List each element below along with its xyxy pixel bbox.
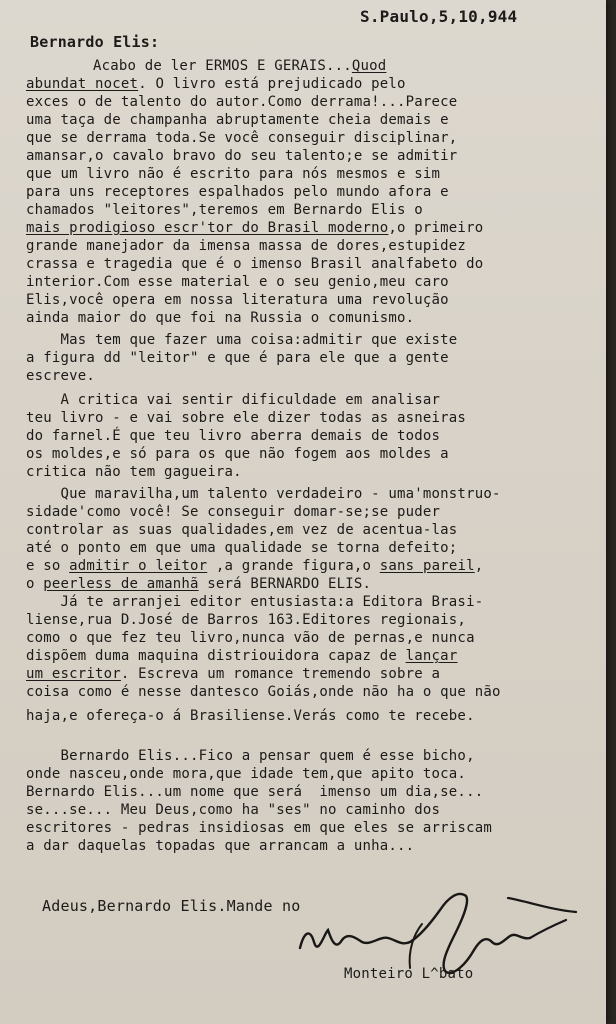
line-text: Que maravilha,um talento verdadeiro - uma'monstruo-	[26, 486, 501, 502]
underlined-text: sans pareil	[379, 558, 475, 574]
letter-line	[26, 166, 440, 183]
line-text: coisa como é nesse dantesco Goiás,onde não ha o que não	[26, 684, 501, 700]
letter-line	[26, 504, 440, 521]
line-text: a figura dd "leitor" e que é para ele que a gente	[26, 350, 449, 366]
underlined-text: um escritor	[26, 666, 121, 682]
line-text: amansar,o cavalo bravo do seu talento;e se admitir	[26, 148, 458, 164]
line-text: A critica vai sentir dificuldade em analisar	[26, 392, 441, 408]
line-text: será BERNARDO ELIS.	[198, 576, 372, 592]
line-text: liense,rua D.José de Barros 163.Editores regionais,	[26, 612, 467, 628]
letter-line	[26, 748, 475, 765]
letter-line	[26, 392, 440, 409]
line-text: haja,e ofereça-o á Brasiliense.Verás como te recebe.	[26, 708, 475, 724]
line-text: Mas tem que fazer uma coisa:admitir que existe	[26, 332, 458, 348]
line-text: ,a grande figura,o	[207, 558, 380, 574]
letter-line	[26, 666, 440, 683]
letter-line	[26, 486, 501, 503]
line-text: Já te arranjei editor entusiasta:a Editora Brasi-	[26, 594, 484, 610]
letter-line	[26, 202, 423, 219]
letter-line	[26, 184, 449, 201]
letter-line	[26, 292, 449, 309]
line-text: grande manejador da imensa massa de dores,estupidez	[26, 238, 467, 254]
underlined-text: Quod	[351, 58, 387, 74]
line-text: crassa e tragedia que é o imenso Brasil analfabeto do	[26, 256, 484, 272]
letter-line	[26, 522, 457, 539]
letter-line	[26, 766, 466, 783]
letter-line	[26, 708, 475, 725]
line-text: interior.Com esse material e o seu genio,meu caro	[26, 274, 449, 290]
letter-line	[26, 594, 483, 611]
line-text: exces o de talento do autor.Como derrama!...Parece	[26, 94, 458, 110]
line-text: do farnel.É que teu livro aberra demais de todos	[26, 428, 441, 444]
line-text: Bernardo Elis...Fico a pensar quem é esse bicho,	[26, 748, 475, 764]
letter-line	[26, 76, 406, 93]
line-text: o	[26, 576, 44, 592]
letter-line	[26, 838, 414, 855]
letter-line	[26, 94, 457, 111]
line-text: escritores - pedras insidiosas em que eles se arriscam	[26, 820, 492, 836]
letter-line	[26, 148, 457, 165]
line-text: chamados "leitores",teremos em Bernardo Elis o	[26, 202, 423, 218]
line-text: Acabo de ler ERMOS E GERAIS...	[24, 58, 352, 74]
line-text: os moldes,e só para os que não fogem aos moldes a	[26, 446, 449, 462]
letter-line	[26, 558, 483, 575]
letter-line	[24, 58, 386, 75]
letter-closing: Adeus,Bernardo Elis.Mande no	[42, 897, 301, 915]
underlined-text: admitir o leitor	[69, 558, 208, 574]
underlined-text: peerless de amanhã	[43, 576, 199, 592]
typed-signature: Monteiro L^bato	[344, 966, 474, 982]
line-text: ,o primeiro	[388, 220, 484, 236]
letter-line	[26, 428, 440, 445]
line-text: a dar daquelas topadas que arrancam a unha...	[26, 838, 415, 854]
letter-line	[26, 368, 95, 385]
letter-line	[26, 464, 242, 481]
line-text: escreve.	[26, 368, 96, 384]
line-text: sidade'como você! Se conseguir domar-se;se puder	[26, 504, 441, 520]
line-text: e so	[26, 558, 70, 574]
line-text: onde nasceu,onde mora,que idade tem,que apito toca.	[26, 766, 467, 782]
letter-line	[26, 332, 457, 349]
letter-line	[26, 220, 483, 237]
letter-line	[26, 820, 492, 837]
line-text: critica não tem gagueira.	[26, 464, 242, 480]
line-text: para uns receptores espalhados pelo mundo afora e	[26, 184, 449, 200]
line-text: até o ponto em que uma qualidade se torna defeito;	[26, 540, 458, 556]
line-text: uma taça de champanha abruptamente cheia demais e	[26, 112, 449, 128]
line-text: teu livro - e vai sobre ele dizer todas as asneiras	[26, 410, 467, 426]
letter-line	[26, 802, 440, 819]
line-text: ,	[474, 558, 484, 574]
letter-line	[26, 238, 466, 255]
letter-line	[26, 630, 475, 647]
line-text: como o que fez teu livro,nunca vão de pernas,e nunca	[26, 630, 475, 646]
underlined-text: abundat nocet	[26, 76, 139, 92]
underlined-text: mais prodigioso escr'tor do Brasil moderno	[26, 220, 389, 236]
line-text: que um livro não é escrito para nós mesmos e sim	[26, 166, 441, 182]
underlined-text: lançar	[405, 648, 458, 664]
line-text: que se derrama toda.Se você conseguir disciplinar,	[26, 130, 458, 146]
letter-line	[26, 130, 457, 147]
letter-date: S.Paulo,5,10,944	[360, 7, 518, 26]
letter-line	[26, 310, 414, 327]
letter-line	[26, 576, 371, 593]
letter-line	[26, 112, 449, 129]
line-text: controlar as suas qualidades,em vez de acentua-las	[26, 522, 458, 538]
letter-line	[26, 410, 466, 427]
letter-line	[26, 274, 449, 291]
letter-line	[26, 684, 501, 701]
letter-line	[26, 256, 483, 273]
letter-line	[26, 350, 449, 367]
line-text: . O livro está prejudicado pelo	[138, 76, 406, 92]
letter-line	[26, 648, 457, 665]
line-text: se...se... Meu Deus,como ha "ses" no caminho dos	[26, 802, 441, 818]
line-text: Bernardo Elis...um nome que será imenso um dia,se...	[26, 784, 484, 800]
line-text: ainda maior do que foi na Russia o comunismo.	[26, 310, 415, 326]
letter-salutation: Bernardo Elis:	[30, 33, 160, 51]
letter-line	[26, 446, 449, 463]
line-text: dispõem duma maquina distriouidora capaz de	[26, 648, 406, 664]
letter-line	[26, 612, 466, 629]
letter-line	[26, 540, 457, 557]
letter-line	[26, 784, 483, 801]
line-text: . Escreva um romance tremendo sobre a	[120, 666, 441, 682]
line-text: Elis,você opera em nossa literatura uma revolução	[26, 292, 449, 308]
